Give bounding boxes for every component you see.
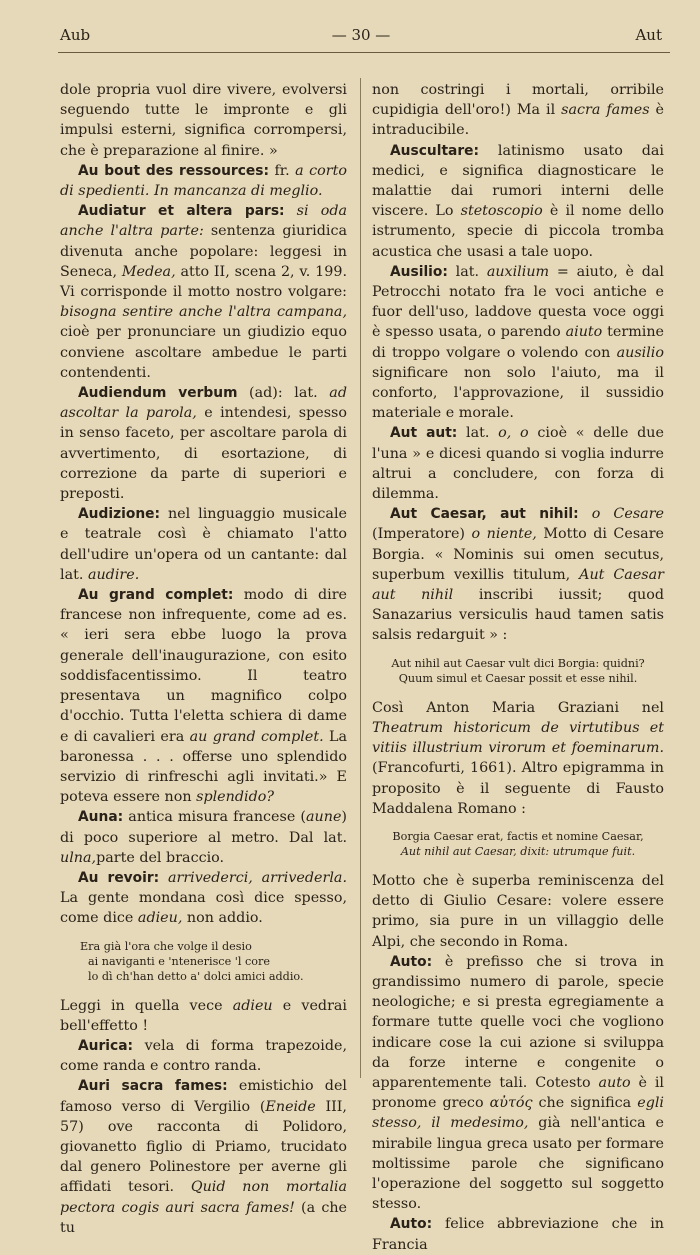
- entry-text: vela di forma trapezoide, come randa e contro randa.: [60, 1037, 347, 1075]
- entry-italic: Medea,: [121, 263, 176, 280]
- entry-italic: egli stesso, il medesimo,: [372, 1095, 665, 1132]
- entry-text: atto II, scena 2, v. 199. Vi corrisponde il motto nostro volgare:: [60, 263, 348, 301]
- left-column: [60, 80, 347, 1238]
- entry-text: è il pronome greco: [372, 1074, 664, 1112]
- entry-text: (ad): lat.: [237, 385, 330, 402]
- header-left-guide-word: Aub: [60, 26, 91, 44]
- entry-auna: [60, 807, 347, 868]
- entry-italic: auto: [598, 1074, 631, 1091]
- entry-text: ) di poco superiore al metro. Dal lat.: [60, 809, 347, 846]
- entry-headword: Aurica:: [78, 1037, 134, 1054]
- entry-audizione: [60, 504, 347, 585]
- entry-italic: ausilio: [616, 344, 664, 361]
- paragraph-continued: [372, 80, 664, 141]
- entry-text: emistichio del famoso verso di Vergilio (: [60, 1078, 347, 1115]
- entry-headword: Au bout des ressources:: [78, 162, 269, 179]
- entry-text: Leggi in quella vece: [60, 997, 233, 1014]
- entry-text: e intendesi, spesso in senso faceto, per ascoltare parola di avvertimento, di esortazione, di correzione da parte di superiori e preposti.: [60, 405, 347, 503]
- entry-text: III, 57) ove racconta di Polidoro, giovanetto figlio di Priamo, trucidato dal genero Polinestore per averne gli affidati tesori.: [60, 1098, 347, 1196]
- entry-italic: o, o: [498, 425, 529, 442]
- entry-headword: Audizione:: [78, 506, 161, 523]
- entry-text: = aiuto, è dal Petrocchi notato fra le voci antiche e fuor dell'uso, laddove questa voce oggi è spesso usata, o parendo: [372, 263, 664, 341]
- entry-text: cioè per pronunciare un giudizio equo conviene ascoltare ambedue le parti contendenti.: [60, 324, 347, 381]
- entry-text: e vedrai bell'effetto !: [60, 997, 347, 1034]
- entry-auscultare: [372, 141, 664, 262]
- entry-text: già nell'antica e mirabile lingua greca usato per formare moltissime parole che significano l'operazione del soggetto sul soggetto stesso.: [372, 1115, 665, 1213]
- entry-italic: si oda anche l'altra parte:: [60, 203, 347, 240]
- entry-italic: aune: [306, 809, 342, 826]
- entry-text: Così Anton Maria Graziani nel: [372, 699, 664, 716]
- entry-text: lat.: [447, 263, 487, 280]
- entry-text: (a che tu: [60, 1199, 347, 1236]
- entry-italic: splendido?: [196, 789, 275, 806]
- entry-text: La gente mondana così dice spesso, come dice: [60, 890, 347, 927]
- header-right-guide-word: Aut: [635, 26, 662, 44]
- entry-text: (Imperatore): [372, 526, 472, 543]
- entry-text: è prefisso che si trova in grandissimo numero di parole, specie neologiche; e si presta egregiamente a formare tutte quelle voci che vogliono indicare cose la cui azione si sviluppa da forze interne e congenite o apparentemente tali. Cotesto: [372, 953, 664, 1091]
- quote-maddalena: [372, 829, 664, 859]
- entry-aut-caesar: [372, 504, 664, 645]
- entry-italic: stetoscopio: [460, 203, 543, 220]
- right-column: [372, 80, 664, 1255]
- entry-italic: auxilium: [486, 263, 550, 280]
- entry-text: lat.: [457, 425, 499, 442]
- entry-text: cioè « delle due l'una » e dicesi quando si voglia indurre altrui a concludere, con forza di dilemma.: [372, 425, 664, 503]
- column-divider: [360, 78, 361, 1078]
- entry-headword: Audiatur et altera pars:: [78, 203, 285, 220]
- entry-text: significare non solo l'aiuto, ma il conforto, l'approvazione, il sussidio materiale e morale.: [372, 364, 664, 422]
- quote-line: Aut nihil aut Caesar vult dici Borgia: quidni?: [391, 656, 645, 670]
- entry-italic: o Cesare: [578, 506, 664, 523]
- paragraph-leggi: [60, 996, 347, 1036]
- entry-text: che significa: [532, 1095, 638, 1112]
- entry-italic: Theatrum historicum de virtutibus et vitiis illustrium virorum et foeminarum.: [372, 719, 664, 757]
- entry-au-revoir: [60, 868, 347, 929]
- page-header: [60, 26, 662, 50]
- entry-headword: Auto:: [390, 1216, 433, 1233]
- entry-text: non addio.: [182, 910, 263, 927]
- entry-auto-2: [372, 1214, 664, 1254]
- entry-text: non costringi i mortali, orribile cupidigia dell'oro!) Ma il: [372, 82, 664, 119]
- entry-italic: adieu: [232, 997, 273, 1014]
- entry-italic: bisogna sentire anche l'altra campana,: [60, 304, 347, 321]
- entry-headword: Au revoir:: [78, 869, 160, 886]
- entry-au-bout: [60, 161, 347, 201]
- entry-text: nel linguaggio musicale e teatrale così è chiamato l'atto dell'udire un'opera od un cantante: dal lat.: [60, 506, 347, 583]
- entry-italic: aiuto: [565, 324, 603, 341]
- entry-ausilio: [372, 262, 664, 424]
- quote-line: lo dì ch'han detto a' dolci amici addio.: [88, 969, 304, 983]
- entry-text: termine di troppo volgare o volendo con: [372, 324, 664, 361]
- entry-headword: Au grand complet:: [78, 587, 234, 604]
- entry-text: inscribi iussit; quod Sanazarius versiculis haud tamen satis salsis redarguit » :: [372, 587, 664, 644]
- entry-text: è intraducibile.: [372, 102, 664, 139]
- entry-headword: Aut Caesar, aut nihil:: [390, 506, 579, 523]
- entry-audiendum: [60, 383, 347, 504]
- quote-line: Era già l'ora che volge il desio: [80, 939, 252, 953]
- paragraph-cosi: [372, 698, 664, 819]
- entry-italic: a corto di spedienti. In mancanza di meglio.: [60, 162, 347, 200]
- entry-au-grand-complet: [60, 585, 347, 807]
- entry-headword: Audiendum verbum: [78, 385, 238, 402]
- entry-text: sentenza giuridica divenuta anche popolare: leggesi in Seneca,: [60, 223, 347, 280]
- entry-headword: Auna:: [78, 809, 124, 826]
- entry-italic: o niente,: [471, 526, 537, 543]
- entry-text: latinismo usato dai medici, e significa diagnosticare le malattie dai rumori interni delle viscere. Lo: [372, 142, 664, 220]
- entry-headword: Auri sacra fames:: [78, 1078, 228, 1095]
- entry-text: La baronessa . . . offerse uno splendido servizio di rinfreschi agli invitati.» E poteva essere non: [60, 728, 347, 806]
- entry-text: parte del braccio.: [96, 849, 225, 866]
- entry-italic: αὐτός: [489, 1095, 533, 1112]
- entry-italic: Eneide: [265, 1098, 316, 1115]
- quote-line: ai naviganti e 'ntenerisce 'l core: [88, 954, 270, 968]
- paragraph-continued: dole propria vuol dire vivere, evolversi seguendo tutte le impronte e gli impulsi esterni, significa corrompersi, che è preparazione al finire. »: [60, 82, 347, 159]
- entry-italic: Aut Caesar aut nihil: [372, 566, 664, 604]
- entry-text: Motto di Cesare Borgia. « Nominis sui omen secutus, superbum vexillis titulum,: [372, 526, 664, 583]
- entry-italic: ulna,: [60, 849, 97, 866]
- quote-sanazarius: [372, 656, 664, 686]
- entry-audiatur: [60, 201, 347, 383]
- entry-italic: Quid non mortalia pectora cogis auri sacra fames!: [60, 1179, 347, 1216]
- entry-italic: adieu,: [137, 910, 183, 927]
- entry-text: modo di dire francese non infrequente, come ad es. « ieri sera ebbe luogo la prova generale dell'inaugurazione, con esito soddisfacentissimo. Il teatro presentava un magnifico colpo d'occhio. Tutta l'eletta schiera di dame e di cavalieri era: [60, 587, 347, 745]
- quote-line: Borgia Caesar erat, factis et nomine Caesar,: [392, 829, 644, 843]
- entry-text: (Francofurti, 1661). Altro epigramma in proposito è il seguente di Fausto Maddalena Romano :: [372, 760, 664, 817]
- entry-italic: sacra fames: [561, 102, 650, 119]
- entry-italic: arrivederci, arrivederla.: [159, 869, 347, 886]
- paragraph-motto: Motto che è superba reminiscenza del detto di Giulio Cesare: volere essere primo, sia pure in un villaggio delle Alpi, che secondo in Roma.: [372, 872, 664, 950]
- entry-aurica: [60, 1036, 347, 1076]
- header-rule: [58, 52, 670, 53]
- entry-headword: Ausilio:: [390, 263, 448, 280]
- quote-dante: [80, 939, 347, 984]
- entry-headword: Aut aut:: [390, 425, 458, 442]
- entry-headword: Auto:: [390, 953, 433, 970]
- entry-auto: [372, 952, 664, 1215]
- entry-text: felice abbreviazione che in Francia: [372, 1216, 664, 1253]
- entry-italic: audire.: [87, 566, 140, 583]
- entry-text: antica misura francese (: [123, 809, 307, 826]
- entry-aut-aut: [372, 423, 664, 504]
- entry-auri-sacra-fames: [60, 1076, 347, 1238]
- entry-italic: ad ascoltar la parola,: [60, 385, 347, 422]
- entry-text: è il nome dello istrumento, specie di piccola tromba acustica che usasi a tale uopo.: [372, 203, 664, 260]
- entry-headword: Auscultare:: [390, 142, 480, 159]
- quote-line: Quum simul et Caesar possit et esse nihil.: [398, 671, 638, 685]
- quote-line: Aut nihil aut Caesar, dixit: utrumque fuit.: [400, 844, 636, 858]
- entry-italic: au grand complet.: [189, 728, 324, 745]
- page-number: — 30 —: [331, 26, 391, 44]
- entry-text: fr.: [269, 162, 296, 179]
